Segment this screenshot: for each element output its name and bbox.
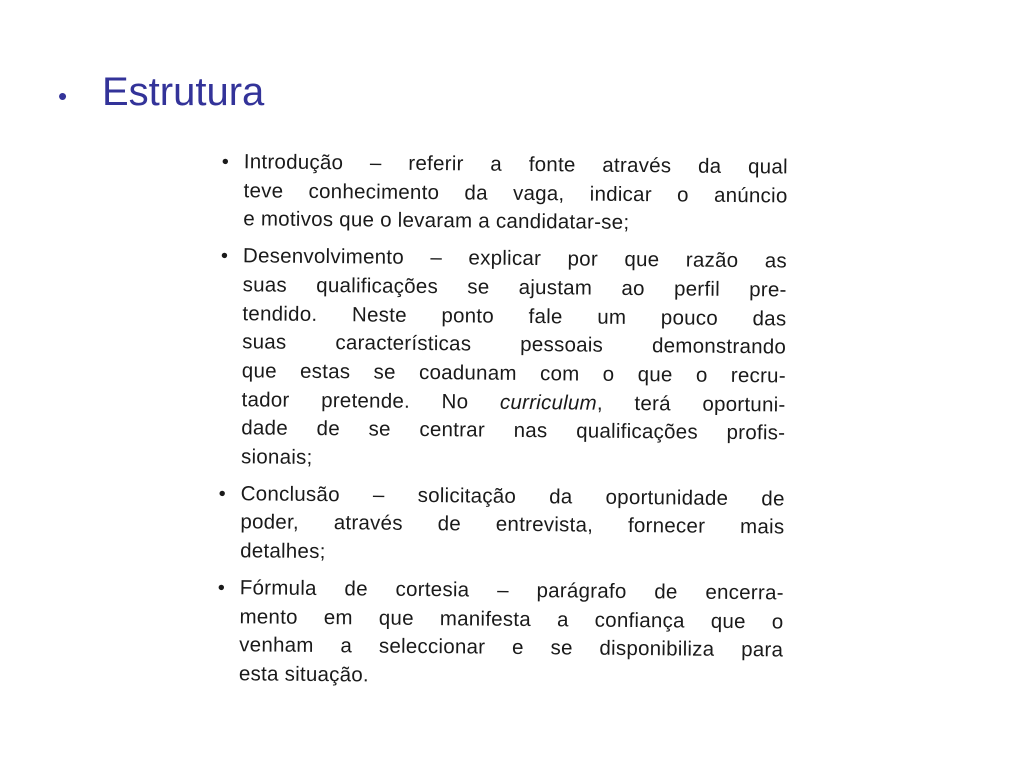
text-line: e motivos que o levaram a candidatar-se; [243, 207, 630, 235]
text-line: suas características pessoais demonstrando [242, 330, 787, 359]
slide-heading [58, 70, 264, 115]
list-bullet: • [220, 245, 229, 268]
text-line: tendido. Neste ponto fale um pouco das [242, 301, 787, 330]
text-line: sionais; [240, 445, 313, 469]
text-segment: , terá oportuni- [596, 391, 786, 417]
list-bullet: • [221, 151, 229, 174]
text-segment: tador pretende. No [241, 387, 501, 414]
text-line: mento em que manifesta a confiança que o [239, 604, 784, 633]
text-line: dade de se centrar nas qualificações profis- [241, 416, 786, 445]
list-item-introducao [217, 148, 788, 240]
text-line: detalhes; [240, 539, 326, 564]
text-line: Conclusão – solicitação da oportunidade de [240, 481, 785, 511]
text-line: Fórmula de cortesia – parágrafo de encerra- [239, 576, 784, 605]
text-line: teve conhecimento da vaga, indicar o anúncio [243, 178, 788, 208]
slide-title: Estrutura [102, 70, 265, 114]
text-line: suas qualificações se ajustam ao perfil pre- [242, 273, 787, 302]
scanned-text-block [213, 148, 788, 694]
list-bullet: • [218, 482, 226, 505]
list-bullet: • [217, 576, 225, 599]
text-line: venham a seleccionar e se disponibiliza para [239, 633, 784, 662]
text-line: esta situação. [238, 662, 370, 687]
text-line: Desenvolvimento – explicar por que razão as [242, 244, 788, 273]
text-line: Introdução – referir a fonte através da qual [243, 150, 788, 179]
list-item-formula-de-cortesia [213, 574, 784, 694]
list-item-conclusao [214, 480, 785, 572]
title-bullet: • [58, 81, 68, 111]
text-line: poder, através de entrevista, fornecer mais [240, 510, 785, 539]
list-item-desenvolvimento [215, 242, 787, 477]
emphasized-word: curriculum [499, 390, 598, 415]
text-line: que estas se coadunam com o que o recru- [241, 359, 786, 388]
